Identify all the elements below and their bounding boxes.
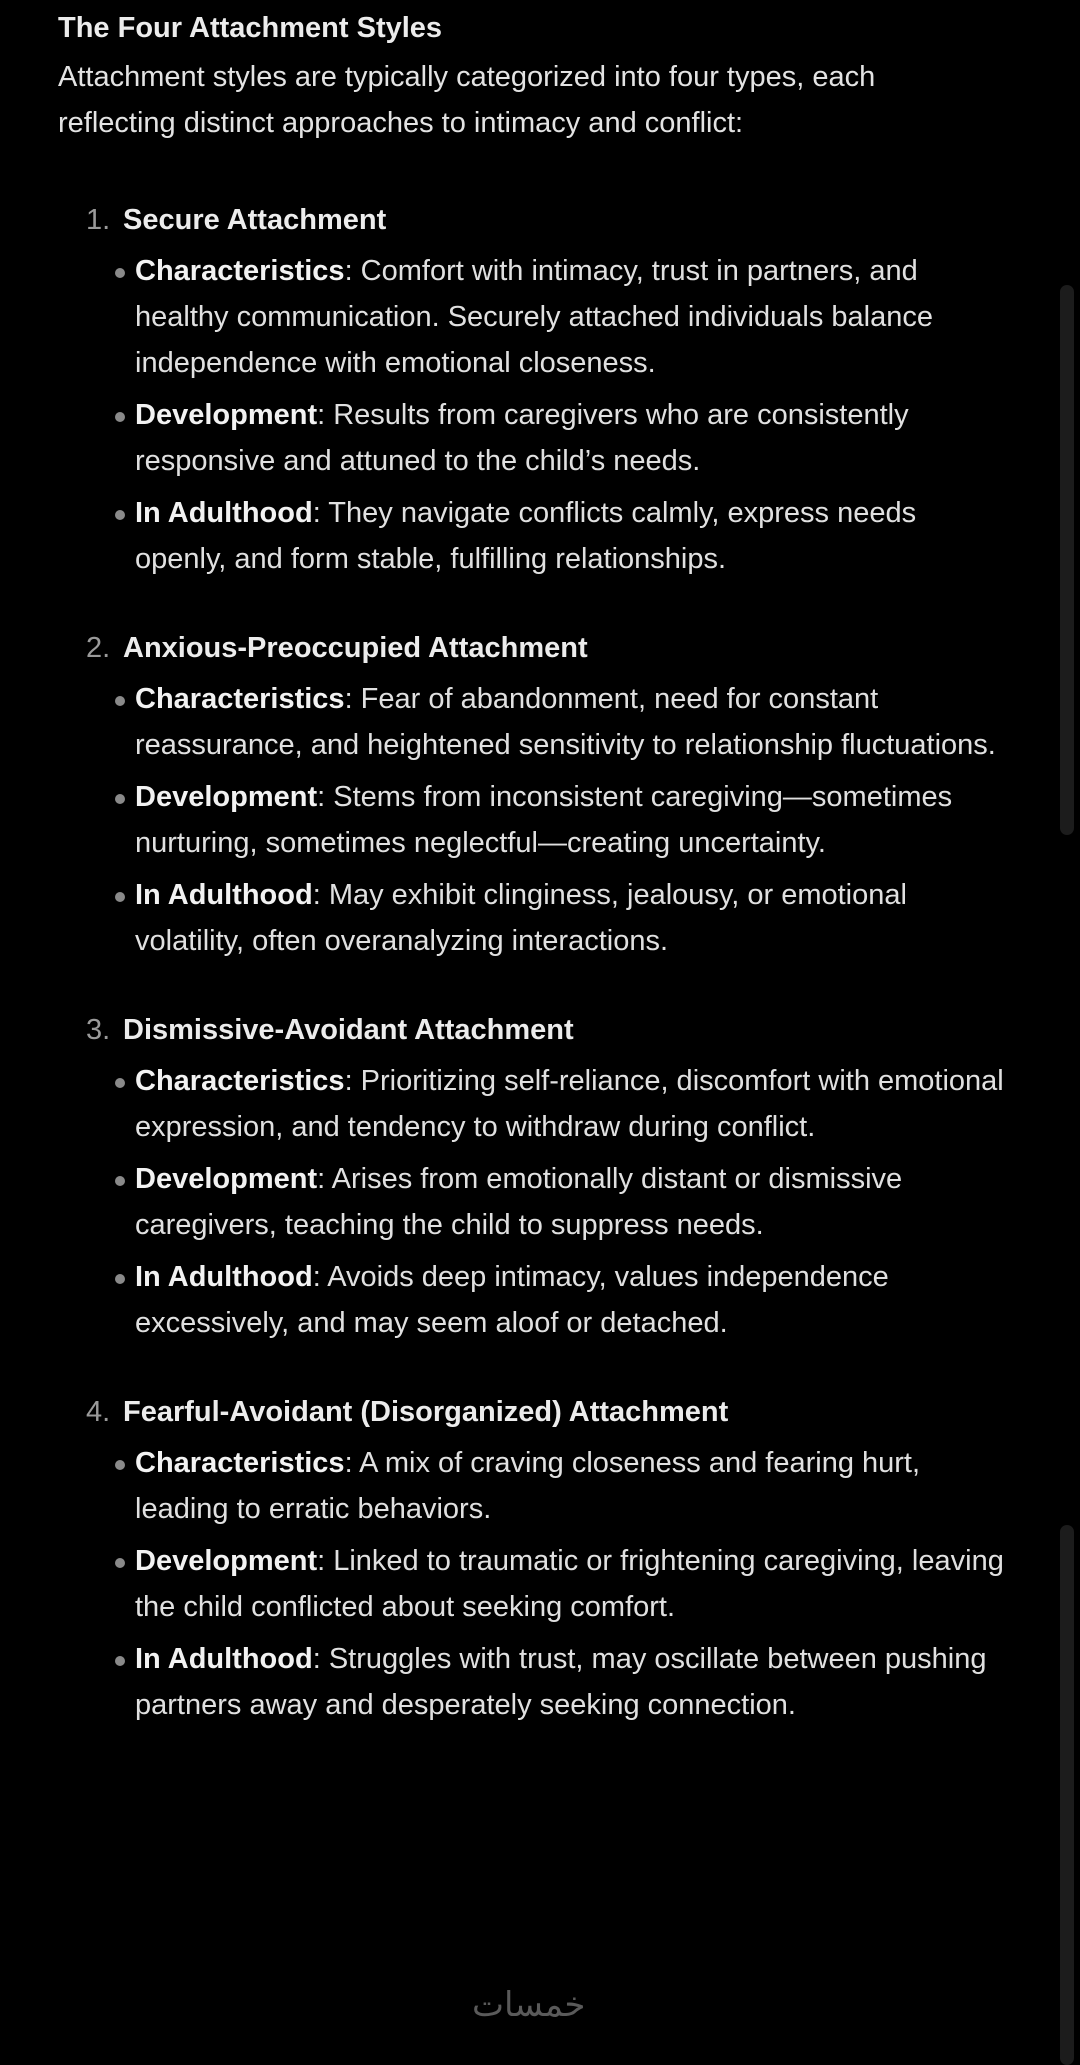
point-text: : A mix of craving closeness and fearing hurt, leading to erratic behaviors. <box>135 1447 921 1525</box>
list-number: 3. <box>86 1014 111 1046</box>
point-text: : Arises from emotionally distant or dismissive caregivers, teaching the child to suppress needs. <box>135 1163 903 1241</box>
bullet-icon <box>115 1558 125 1568</box>
bullet-icon <box>115 1078 125 1088</box>
point-label: Characteristics <box>135 683 345 715</box>
point-text: : Prioritizing self-reliance, discomfort with emotional expression, and tendency to withdraw during conflict. <box>135 1065 1004 1143</box>
point-text: : May exhibit clinginess, jealousy, or emotional volatility, often overanalyzing interactions. <box>135 879 907 957</box>
point-label: Characteristics <box>135 255 345 287</box>
point-text: : Results from caregivers who are consistently responsive and attuned to the child’s needs. <box>135 399 909 477</box>
list-item <box>123 248 1015 386</box>
list-number: 1. <box>86 204 111 236</box>
point-text: : Fear of abandonment, need for constant reassurance, and heightened sensitivity to relationship fluctuations. <box>135 683 996 761</box>
points-list <box>123 1058 1004 1346</box>
point-label: In Adulthood <box>135 497 313 529</box>
points-list <box>123 248 998 582</box>
style-title: Secure Attachment <box>123 204 387 236</box>
style-title: Fearful-Avoidant (Disorganized) Attachment <box>123 1396 729 1428</box>
list-item <box>123 1058 1015 1150</box>
point-label: In Adulthood <box>135 1643 313 1675</box>
scrollbar-upper[interactable] <box>1060 285 1074 835</box>
list-item <box>123 1636 1015 1728</box>
intro-paragraph: Attachment styles are typically categorized into four types, each reflecting distinct approaches to intimacy and conflict: <box>58 61 876 139</box>
bullet-icon <box>115 892 125 902</box>
bullet-icon <box>115 794 125 804</box>
style-secure <box>58 200 998 582</box>
list-number: 4. <box>86 1396 111 1428</box>
point-label: In Adulthood <box>135 879 313 911</box>
point-label: Development <box>135 781 318 813</box>
list-item <box>123 1156 1015 1248</box>
bullet-icon <box>115 268 125 278</box>
bullet-icon <box>115 696 125 706</box>
point-text: : They navigate conflicts calmly, express needs openly, and form stable, fulfilling relationships. <box>135 497 917 575</box>
list-item <box>123 774 1015 866</box>
points-list <box>123 676 998 964</box>
style-fearful-avoidant <box>58 1392 1004 1728</box>
points-list <box>123 1440 1004 1728</box>
list-number: 2. <box>86 632 111 664</box>
list-item <box>123 1538 1015 1630</box>
point-label: In Adulthood <box>135 1261 313 1293</box>
bullet-icon <box>115 412 125 422</box>
attachment-styles-list <box>58 200 1004 1728</box>
list-item <box>123 676 1015 768</box>
style-title: Anxious-Preoccupied Attachment <box>123 632 588 664</box>
point-label: Characteristics <box>135 1447 345 1479</box>
point-text: : Linked to traumatic or frightening caregiving, leaving the child conflicted about seeking comfort. <box>135 1545 1004 1623</box>
point-text: : Comfort with intimacy, trust in partners, and healthy communication. Securely attached individuals balance independence with emotional closeness. <box>135 255 933 379</box>
point-text: : Stems from inconsistent caregiving—sometimes nurturing, sometimes neglectful—creating uncertainty. <box>135 781 953 859</box>
point-label: Characteristics <box>135 1065 345 1097</box>
list-item <box>123 872 1015 964</box>
page-title: The Four Attachment Styles <box>58 12 443 44</box>
point-label: Development <box>135 399 318 431</box>
point-text: : Avoids deep intimacy, values independence excessively, and may seem aloof or detached. <box>135 1261 889 1339</box>
article <box>58 8 1004 1734</box>
bullet-icon <box>115 1656 125 1666</box>
point-label: Development <box>135 1163 318 1195</box>
style-title: Dismissive-Avoidant Attachment <box>123 1014 574 1046</box>
point-text: : Struggles with trust, may oscillate between pushing partners away and desperately seeking connection. <box>135 1643 987 1721</box>
list-item <box>123 392 1015 484</box>
style-dismissive-avoidant <box>58 1010 1004 1346</box>
point-label: Development <box>135 1545 318 1577</box>
scrollbar-lower[interactable] <box>1060 1525 1074 2065</box>
bullet-icon <box>115 1460 125 1470</box>
watermark-logo: خمسات <box>472 1985 586 2025</box>
bullet-icon <box>115 1176 125 1186</box>
list-item <box>123 1440 1015 1532</box>
bullet-icon <box>115 510 125 520</box>
list-item <box>123 1254 1015 1346</box>
bullet-icon <box>115 1274 125 1284</box>
style-anxious-preoccupied <box>58 628 998 964</box>
list-item <box>123 490 1015 582</box>
